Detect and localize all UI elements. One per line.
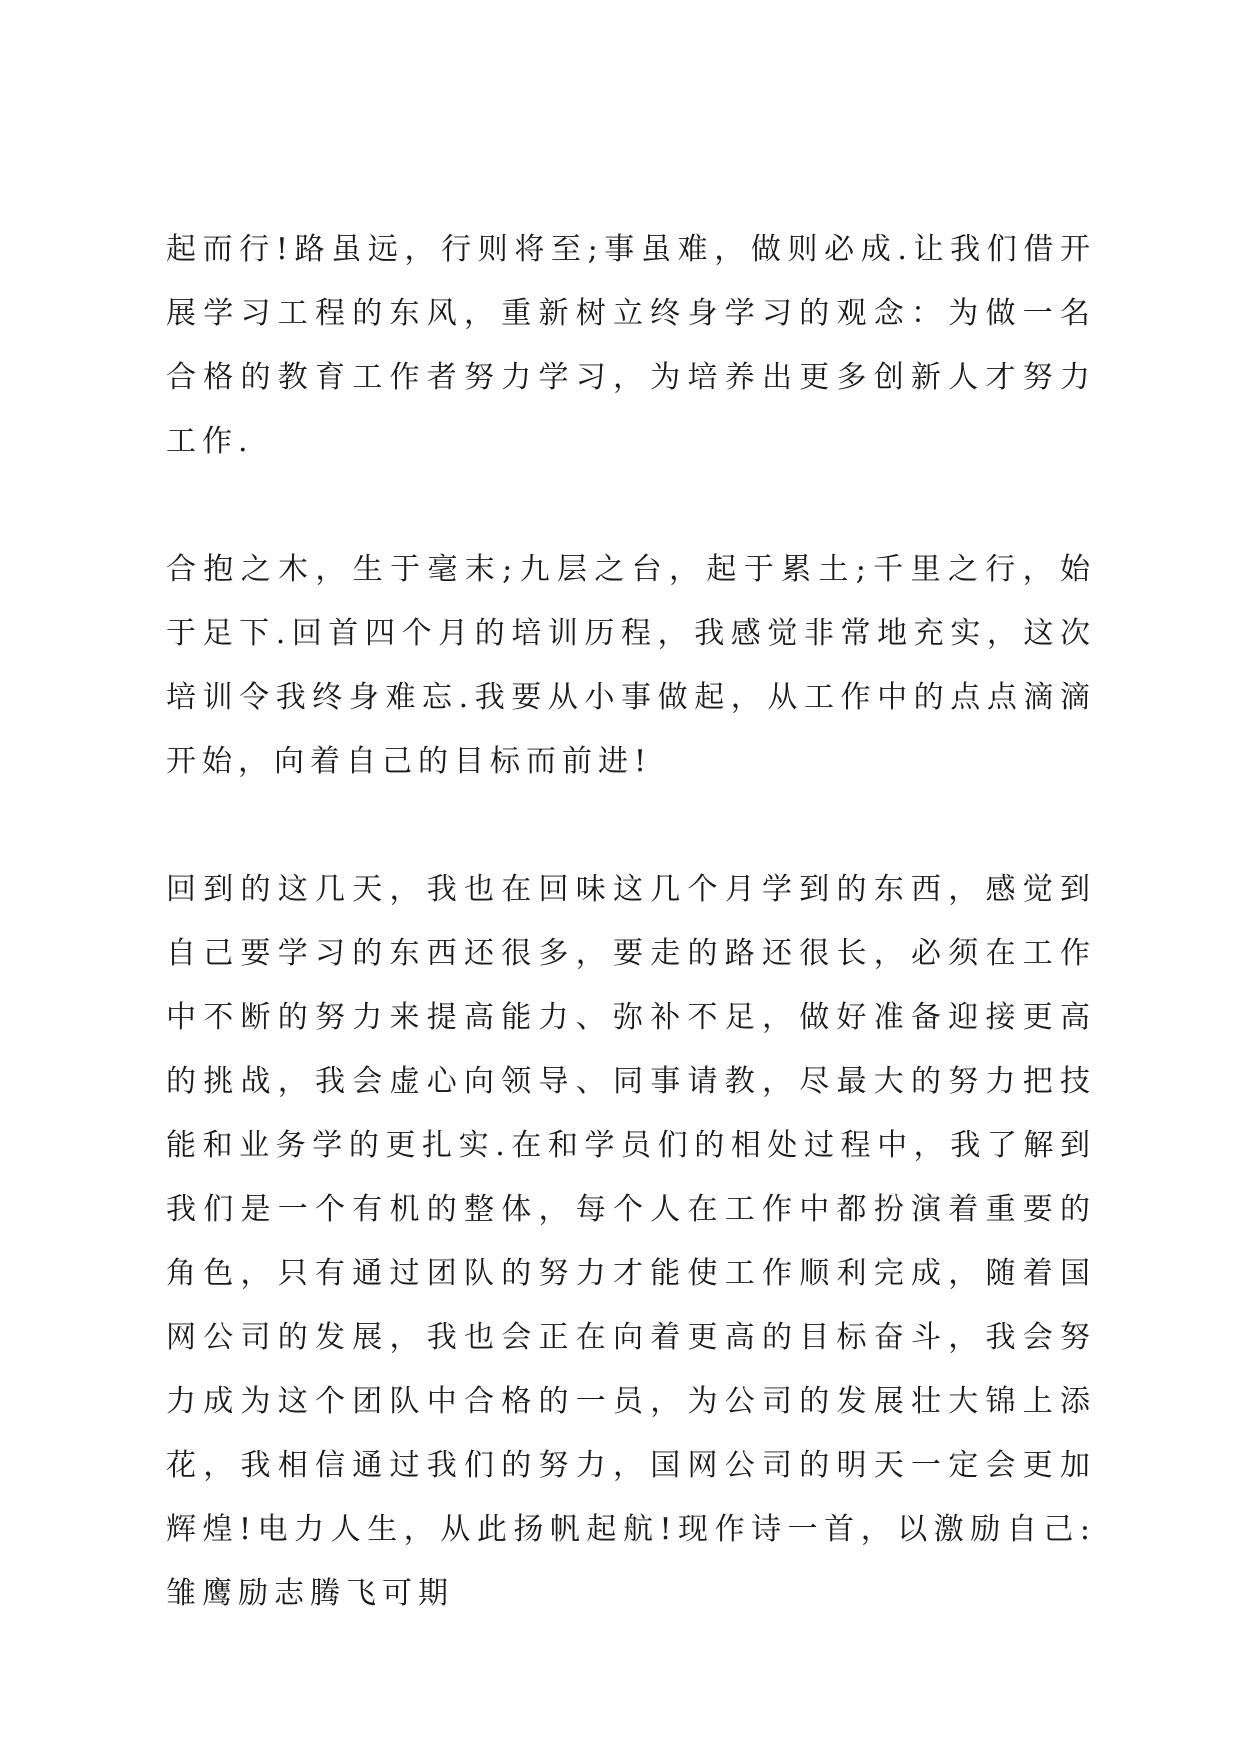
paragraph-1: 起而行!路虽远，行则将至;事虽难，做则必成.让我们借开展学习工程的东风，重新树立终身学习的观念：为做一名合格的教育工作者努力学习，为培养出更多创新人才努力工作. bbox=[166, 232, 1096, 459]
paragraph-2: 合抱之木，生于毫末;九层之台，起于累土;千里之行，始于足下.回首四个月的培训历程，我感觉非常地充实，这次培训令我终身难忘.我要从小事做起，从工作中的点点滴滴开始，向着自己的目标而前进! bbox=[166, 552, 1096, 779]
document-body bbox=[166, 218, 1096, 1626]
paragraph-3: 回到的这几天，我也在回味这几个月学到的东西，感觉到自己要学习的东西还很多，要走的路还很长，必须在工作中不断的努力来提高能力、弥补不足，做好准备迎接更高的挑战，我会虚心向领导、同事请教，尽最大的努力把技能和业务学的更扎实.在和学员们的相处过程中，我了解到我们是一个有机的整体，每个人在工作中都扮演着重要的角色，只有通过团队的努力才能使工作顺利完成，随着国网公司的发展，我也会正在向着更高的目标奋斗，我会努力成为这个团队中合格的一员，为公司的发展壮大锦上添花，我相信通过我们的努力，国网公司的明天一定会更加辉煌!电力人生，从此扬帆起航!现作诗一首，以激励自己:雏鹰励志腾飞可期 bbox=[166, 872, 1096, 1611]
